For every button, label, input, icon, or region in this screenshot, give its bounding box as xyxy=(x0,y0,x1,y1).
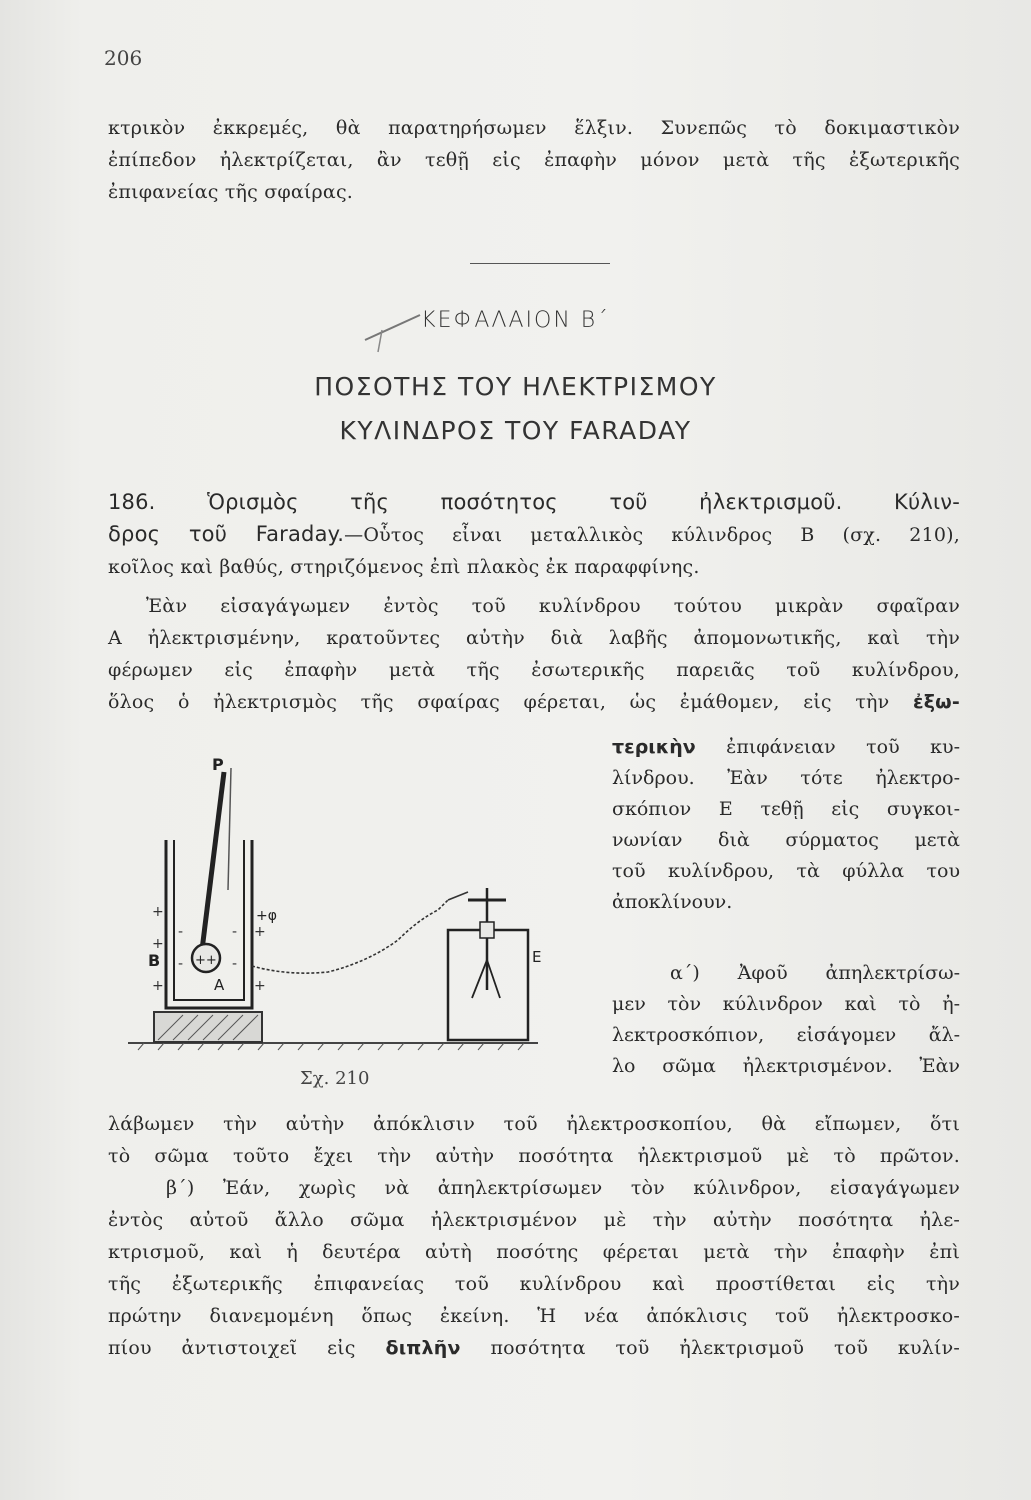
figure-caption: Σχ. 210 xyxy=(300,1068,370,1089)
text-line: Α ἠλεκτρισμένην, κρατοῦντες αὐτὴν διὰ λαβῆς ἀπομονωτικῆς, καὶ τὴν xyxy=(108,627,960,649)
text-line: α΄) Ἀφοῦ ἀπηλεκτρίσω- xyxy=(670,962,960,984)
text-line: τῆς ἐξωτερικῆς ἐπιφανείας τοῦ κυλίνδρου καὶ προστίθεται εἰς τὴν xyxy=(108,1273,960,1295)
body-paragraph xyxy=(108,590,960,718)
label-phi: +φ xyxy=(256,908,277,924)
svg-text:+: + xyxy=(152,978,164,994)
text-line: μεν τὸν κύλινδρον καὶ τὸ ἠ- xyxy=(612,993,960,1015)
text-line: κτρικὸν ἐκκρεμές, θὰ παρατηρήσωμεν ἕλξιν. Συνεπῶς τὸ δοκιμαστικὸν xyxy=(108,117,960,139)
svg-text:++: ++ xyxy=(195,953,217,968)
text-line xyxy=(108,686,960,718)
svg-text:-: - xyxy=(232,924,238,940)
text-line: λεκτροσκόπιον, εἰσάγομεν ἄλ- xyxy=(612,1024,960,1046)
emphasis-text: διπλῆν xyxy=(385,1337,461,1359)
text-line: ἐπιφανείας τῆς σφαίρας. xyxy=(108,181,354,203)
chapter-label: ΚΕΦΑΛΑΙΟΝ Β΄ xyxy=(421,308,610,333)
text-span: ἐπιφάνειαν τοῦ κυ- xyxy=(695,736,960,758)
text-line: πρώτην διανεμομένη ὅπως ἐκείνη. Ἡ νέα ἀπόκλισις τοῦ ἠλεκτροσκο- xyxy=(108,1305,960,1327)
section-divider xyxy=(470,263,610,264)
text-line: β΄) Ἐάν, χωρὶς νὰ ἀπηλεκτρίσωμεν τὸν κύλινδρον, εἰσαγάγωμεν xyxy=(166,1177,960,1199)
text-line: λάβωμεν τὴν αὐτὴν ἀπόκλισιν τοῦ ἠλεκτροσκοπίου, θὰ εἴπωμεν, ὅτι xyxy=(108,1113,960,1135)
text-span: ποσότητα τοῦ ἠλεκτρισμοῦ τοῦ κυλίν- xyxy=(490,1337,960,1359)
emphasis-text: ἐξω- xyxy=(912,691,960,713)
label-p: P xyxy=(212,755,224,774)
text-line: φέρωμεν εἰς ἐπαφὴν μετὰ τῆς ἐσωτερικῆς παρειᾶς τοῦ κυλίνδρου, xyxy=(108,659,960,681)
svg-text:+: + xyxy=(152,904,164,920)
svg-text:-: - xyxy=(232,956,238,972)
text-line xyxy=(108,1332,960,1364)
text-line: σκόπιον Ε τεθῇ εἰς συγκοι- xyxy=(612,798,960,820)
text-span: ὅλος ὁ ἠλεκτρισμὸς τῆς σφαίρας φέρεται, ὡς ἐμάθομεν, εἰς τὴν xyxy=(108,691,890,713)
svg-text:+: + xyxy=(254,924,266,940)
section-186 xyxy=(108,486,960,583)
section-heading-cont: δρος τοῦ Faraday. xyxy=(108,522,345,546)
text-line: ἐντὸς αὐτοῦ ἄλλο σῶμα ἠλεκτρισμένον μὲ τὴν αὐτὴν ποσότητα ἠλε- xyxy=(108,1209,960,1231)
side-text-b xyxy=(612,958,960,1082)
emphasis-text: τερικὴν xyxy=(612,736,696,758)
text-line xyxy=(108,518,960,551)
label-b: B xyxy=(148,951,161,970)
text-line: νωνίαν διὰ σύρματος μετὰ xyxy=(612,829,960,851)
tail-paragraph xyxy=(108,1108,960,1364)
chapter-title: ΠΟΣΟΤΗΣ ΤΟΥ ΗΛΕΚΤΡΙΣΜΟΥ xyxy=(314,372,717,401)
text-line: ἐπίπεδον ἠλεκτρίζεται, ἂν τεθῇ εἰς ἐπαφὴν μόνον μετὰ τῆς ἐξωτερικῆς xyxy=(108,149,960,171)
text-line: λίνδρου. Ἐὰν τότε ἠλεκτρο- xyxy=(612,767,960,789)
text-line: τὸ σῶμα τοῦτο ἔχει τὴν αὐτὴν ποσότητα ἠλεκτρισμοῦ μὲ τὸ πρῶτον. xyxy=(108,1145,960,1167)
text-line: τοῦ κυλίνδρου, τὰ φύλλα του xyxy=(612,860,960,882)
text-line: λο σῶμα ἠλεκτρισμένον. Ἐὰν xyxy=(612,1055,960,1077)
text-line: κοῖλος καὶ βαθύς, στηριζόμενος ἐπὶ πλακὸς ἐκ παραφφίνης. xyxy=(108,556,700,578)
section-heading: 186. Ὁρισμὸς τῆς ποσότητος τοῦ ἠλεκτρισμοῦ. Κύλιν- xyxy=(108,490,960,514)
intro-paragraph xyxy=(108,112,960,208)
svg-text:-: - xyxy=(178,924,184,940)
svg-text:+: + xyxy=(152,936,164,952)
text-span: πίου ἀντιστοιχεῖ εἰς xyxy=(108,1337,356,1359)
svg-text:+: + xyxy=(254,978,266,994)
label-e: E xyxy=(532,948,542,966)
text-span: —Οὗτος εἶναι μεταλλικὸς κύλινδρος Β (σχ. 210), xyxy=(344,524,961,546)
text-line: ἀποκλίνουν. xyxy=(612,891,733,913)
faraday-cylinder-figure xyxy=(128,740,548,1060)
chapter-subtitle: ΚΥΛΙΝΔΡΟΣ ΤΟΥ FARADAY xyxy=(339,416,692,445)
text-line: Ἐὰν εἰσαγάγωμεν ἐντὸς τοῦ κυλίνδρου τούτου μικρὰν σφαῖραν xyxy=(146,595,960,617)
label-a: A xyxy=(214,976,225,994)
text-line: κτρισμοῦ, καὶ ἡ δευτέρα αὐτὴ ποσότης φέρεται μετὰ τὴν ἐπαφὴν ἐπὶ xyxy=(108,1241,960,1263)
svg-text:-: - xyxy=(178,956,184,972)
side-text xyxy=(612,732,960,918)
text-line xyxy=(612,732,960,763)
page-number: 206 xyxy=(104,46,143,70)
